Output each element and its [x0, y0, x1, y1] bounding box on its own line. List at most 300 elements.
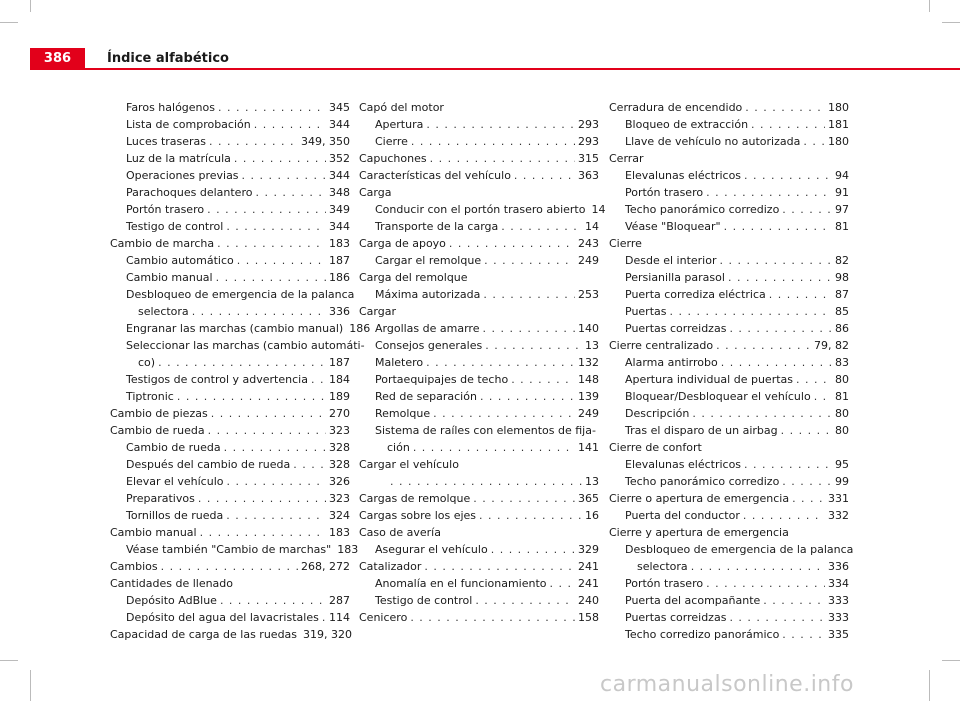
index-entry: [609, 490, 849, 507]
index-entry: [110, 269, 350, 286]
index-entry: [359, 286, 599, 303]
entry-term: Remolque: [375, 407, 431, 420]
index-entry: [609, 354, 849, 371]
leader-dots: [782, 626, 825, 643]
index-entry: [110, 609, 350, 626]
leader-dots: [207, 201, 326, 218]
leader-dots: [485, 337, 582, 354]
entry-term: Máxima autorizada: [375, 288, 481, 301]
index-entry: [110, 490, 350, 507]
index-entry: [359, 167, 599, 184]
entry-term: Cierre: [375, 135, 408, 148]
index-entry: [609, 337, 849, 354]
crop-mark: [929, 670, 930, 701]
index-entry: [609, 473, 849, 490]
leader-dots: [234, 150, 326, 167]
entry-term: Carga: [359, 186, 392, 199]
entry-page-ref: 80: [835, 424, 849, 437]
index-entry: [359, 558, 599, 575]
leader-dots: [413, 439, 575, 456]
entry-term: Seleccionar las marchas (cambio automáti-: [126, 339, 365, 352]
entry-page-ref: 79, 82: [814, 339, 849, 352]
entry-page-ref: 329: [578, 543, 599, 556]
entry-page-ref: 99: [835, 475, 849, 488]
entry-term: Maletero: [375, 356, 424, 369]
entry-term: Tiptronic: [126, 390, 174, 403]
entry-page-ref: 249: [578, 407, 599, 420]
entry-term: selectora: [637, 560, 688, 573]
leader-dots: [550, 575, 575, 592]
index-entry: [359, 184, 599, 201]
index-entry: [110, 405, 350, 422]
entry-term: Elevalunas eléctricos: [625, 169, 742, 182]
index-entry: [609, 303, 849, 320]
index-entry: [359, 303, 599, 320]
entry-page-ref: 183: [337, 543, 359, 556]
entry-page-ref: 333: [828, 594, 849, 607]
index-entry: [110, 558, 350, 575]
entry-page-ref: 180: [828, 135, 849, 148]
entry-page-ref: 293: [578, 118, 599, 131]
entry-term: Carga del remolque: [359, 271, 468, 284]
leader-dots: [161, 558, 298, 575]
leader-dots: [224, 439, 326, 456]
index-entry: [609, 388, 849, 405]
leader-dots: [763, 592, 825, 609]
leader-dots: [716, 337, 811, 354]
entry-term: Puerta del acompañante: [625, 594, 761, 607]
entry-term: Cambio de rueda: [126, 441, 221, 454]
index-entry: [110, 388, 350, 405]
entry-term: Cierre o apertura de emergencia: [609, 492, 790, 505]
entry-term: Cerrar: [609, 152, 644, 165]
header-rule: [85, 68, 960, 70]
leader-dots: [158, 354, 326, 371]
entry-page-ref: 332: [828, 509, 849, 522]
leader-dots: [226, 507, 326, 524]
entry-page-ref: 331: [828, 492, 849, 505]
index-entry: [110, 541, 359, 558]
entry-page-ref: 183: [329, 526, 350, 539]
index-entry: [359, 337, 599, 354]
index-entry: [609, 507, 849, 524]
leader-dots: [218, 99, 326, 116]
index-entry: [609, 524, 849, 541]
leader-dots: [255, 184, 326, 201]
leader-dots: [311, 371, 326, 388]
entry-term: Puertas correidzas: [625, 611, 727, 624]
index-entry: [359, 405, 599, 422]
entry-term: Cierre: [609, 237, 642, 250]
leader-dots: [220, 592, 326, 609]
leader-dots: [491, 541, 575, 558]
entry-term: Cierre centralizado: [609, 339, 714, 352]
entry-term: Persianilla parasol: [625, 271, 725, 284]
index-column-3: [609, 99, 854, 643]
leader-dots: [449, 235, 575, 252]
entry-term: Después del cambio de rueda: [126, 458, 291, 471]
crop-mark: [0, 660, 18, 661]
page-number: 386: [30, 48, 85, 70]
index-entry: [110, 99, 350, 116]
entry-page-ref: 315: [578, 152, 599, 165]
entry-page-ref: 336: [828, 560, 849, 573]
index-entry: [110, 422, 350, 439]
leader-dots: [719, 252, 832, 269]
leader-dots: [237, 252, 326, 269]
index-entry: [110, 575, 350, 592]
index-entry: [359, 371, 599, 388]
entry-term: Lista de comprobación: [126, 118, 251, 131]
index-entry: [609, 575, 849, 592]
entry-page-ref: 80: [835, 373, 849, 386]
entry-term: Véase "Bloquear": [625, 220, 721, 233]
entry-term: Descripción: [625, 407, 690, 420]
index-entry: [609, 371, 849, 388]
entry-term: Techo panorámico corredizo: [625, 475, 780, 488]
entry-term: Capuchones: [359, 152, 427, 165]
entry-term: Argollas de amarre: [375, 322, 480, 335]
entry-term: Cambio manual: [110, 526, 197, 539]
entry-term: Cierre y apertura de emergencia: [609, 526, 789, 539]
entry-page-ref: 334: [828, 577, 849, 590]
entry-term: Cargar el vehículo: [359, 458, 459, 471]
leader-dots: [226, 473, 326, 490]
entry-term: Cambio de piezas: [110, 407, 208, 420]
entry-term: selectora: [138, 305, 189, 318]
index-entry: [359, 99, 599, 116]
entry-term: Desde el interior: [625, 254, 717, 267]
entry-term: Puertas: [625, 305, 667, 318]
leader-dots: [751, 116, 825, 133]
leader-dots: [410, 609, 575, 626]
index-entry: [110, 184, 350, 201]
entry-term: Capacidad de carga de las ruedas: [110, 628, 298, 641]
entry-page-ref: 16: [585, 509, 599, 522]
index-entry: [110, 167, 350, 184]
index-entry: [110, 456, 350, 473]
entry-term: Anomalía en el funcionamiento: [375, 577, 547, 590]
entry-page-ref: 270: [329, 407, 350, 420]
entry-term: Cambio manual: [126, 271, 213, 284]
entry-term: Techo panorámico corredizo: [625, 203, 780, 216]
entry-term: Cierre de confort: [609, 441, 702, 454]
crop-mark: [942, 22, 960, 23]
index-entry: [110, 116, 350, 133]
entry-term: Desbloqueo de emergencia de la palanca: [625, 543, 854, 556]
entry-page-ref: 158: [578, 611, 599, 624]
index-entry: [359, 439, 599, 456]
entry-page-ref: 132: [578, 356, 599, 369]
index-entry: [609, 626, 849, 643]
index-entry: [609, 320, 849, 337]
index-entry: [359, 235, 599, 252]
index-entry: [609, 150, 849, 167]
entry-term: co): [138, 356, 156, 369]
index-entry: [110, 218, 350, 235]
entry-page-ref: 183: [329, 237, 350, 250]
entry-page-ref: 98: [835, 271, 849, 284]
index-entry: [110, 133, 350, 150]
leader-dots: [242, 167, 326, 184]
index-entry: [609, 201, 849, 218]
entry-page-ref: 186: [349, 322, 371, 335]
leader-dots: [484, 252, 575, 269]
entry-page-ref: 14: [591, 203, 606, 216]
index-entry: [110, 524, 350, 541]
leader-dots: [745, 99, 825, 116]
leader-dots: [430, 150, 575, 167]
entry-term: Bloquear/Desbloquear el vehículo: [625, 390, 811, 403]
crop-mark: [30, 670, 31, 701]
index-entry: [609, 116, 849, 133]
entry-page-ref: 323: [329, 492, 350, 505]
entry-page-ref: 287: [329, 594, 350, 607]
leader-dots: [782, 473, 832, 490]
leader-dots: [192, 303, 326, 320]
index-entry: [609, 456, 849, 473]
leader-dots: [293, 456, 326, 473]
crop-mark: [0, 22, 18, 23]
entry-term: Cantidades de llenado: [110, 577, 234, 590]
index-entry: [609, 99, 849, 116]
leader-dots: [216, 269, 326, 286]
entry-page-ref: 241: [578, 560, 599, 573]
entry-page-ref: 336: [329, 305, 350, 318]
entry-page-ref: 184: [329, 373, 350, 386]
leader-dots: [480, 388, 575, 405]
leader-dots: [792, 490, 825, 507]
entry-page-ref: 344: [329, 169, 350, 182]
index-entry: [609, 218, 849, 235]
index-entry: [359, 456, 599, 473]
index-entry: [359, 592, 599, 609]
leader-dots: [177, 388, 326, 405]
index-entry: [359, 116, 599, 133]
leader-dots: [744, 167, 832, 184]
entry-page-ref: 344: [329, 220, 350, 233]
entry-page-ref: 82: [835, 254, 849, 267]
entry-term: Portón trasero: [625, 186, 704, 199]
entry-page-ref: 328: [329, 458, 350, 471]
entry-term: Elevar el vehículo: [126, 475, 224, 488]
entry-page-ref: 85: [835, 305, 849, 318]
index-entry: [110, 286, 355, 303]
entry-term: Depósito del agua del lavacristales: [126, 611, 319, 624]
page-title: Índice alfabético: [107, 51, 229, 66]
entry-page-ref: 186: [329, 271, 350, 284]
entry-page-ref: 349, 350: [301, 135, 350, 148]
entry-term: Puerta corrediza eléctrica: [625, 288, 766, 301]
leader-dots: [814, 388, 832, 405]
index-column-2: [359, 99, 606, 626]
index-column-1: [110, 99, 371, 643]
entry-page-ref: 14: [585, 220, 599, 233]
entry-page-ref: 13: [585, 475, 599, 488]
entry-page-ref: 81: [835, 220, 849, 233]
index-entry: [359, 252, 599, 269]
entry-page-ref: 97: [835, 203, 849, 216]
leader-dots: [424, 558, 575, 575]
entry-term: Testigos de control y advertencia: [126, 373, 308, 386]
leader-dots: [226, 218, 326, 235]
leader-dots: [254, 116, 326, 133]
index-entry: [110, 337, 365, 354]
entry-page-ref: 365: [578, 492, 599, 505]
leader-dots: [209, 133, 298, 150]
entry-term: Transporte de la carga: [375, 220, 499, 233]
index-entry: [359, 422, 599, 439]
entry-term: Cambio de marcha: [110, 237, 215, 250]
entry-term: Engranar las marchas (cambio manual): [126, 322, 344, 335]
entry-term: Operaciones previas: [126, 169, 239, 182]
entry-page-ref: 323: [329, 424, 350, 437]
entry-term: Asegurar el vehículo: [375, 543, 488, 556]
index-entry: [609, 269, 849, 286]
entry-term: Parachoques delantero: [126, 186, 253, 199]
index-entry: [609, 609, 849, 626]
entry-term: Techo corredizo panorámico: [625, 628, 780, 641]
entry-term: Faros halógenos: [126, 101, 215, 114]
leader-dots: [729, 609, 825, 626]
entry-page-ref: 91: [835, 186, 849, 199]
entry-page-ref: 268, 272: [301, 560, 350, 573]
entry-page-ref: 187: [329, 254, 350, 267]
entry-term: Luces traseras: [126, 135, 207, 148]
leader-dots: [217, 235, 326, 252]
index-entry: [110, 150, 350, 167]
entry-page-ref: 114: [329, 611, 350, 624]
crop-mark: [942, 660, 960, 661]
entry-page-ref: 352: [329, 152, 350, 165]
entry-page-ref: 335: [828, 628, 849, 641]
entry-term: Caso de avería: [359, 526, 441, 539]
leader-dots: [198, 490, 326, 507]
leader-dots: [728, 269, 832, 286]
entry-page-ref: 345: [329, 101, 350, 114]
index-entry: [359, 201, 606, 218]
entry-page-ref: 348: [329, 186, 350, 199]
crop-mark: [929, 0, 930, 12]
entry-page-ref: 86: [835, 322, 849, 335]
entry-term: Luz de la matrícula: [126, 152, 231, 165]
leader-dots: [803, 133, 825, 150]
index-entry: [609, 439, 849, 456]
index-entry: [110, 371, 350, 388]
entry-term: Llave de vehículo no autorizada: [625, 135, 801, 148]
entry-term: Portón trasero: [625, 577, 704, 590]
entry-page-ref: 349: [329, 203, 350, 216]
entry-page-ref: 328: [329, 441, 350, 454]
leader-dots: [691, 558, 825, 575]
entry-term: ción: [387, 441, 410, 454]
index-entry: [110, 201, 350, 218]
entry-page-ref: 181: [828, 118, 849, 131]
entry-term: Cerradura de encendido: [609, 101, 743, 114]
entry-term: Apertura: [375, 118, 424, 131]
leader-dots: [743, 507, 825, 524]
index-entry: [110, 439, 350, 456]
leader-dots: [208, 422, 326, 439]
index-entry: [110, 303, 350, 320]
leader-dots: [796, 371, 832, 388]
entry-term: Cargas sobre los ejes: [359, 509, 477, 522]
index-entry: [609, 252, 849, 269]
index-entry: [609, 422, 849, 439]
leader-dots: [769, 286, 832, 303]
leader-dots: [479, 507, 582, 524]
entry-page-ref: 344: [329, 118, 350, 131]
index-entry: [359, 473, 599, 490]
index-entry: [110, 252, 350, 269]
entry-term: Cambio de rueda: [110, 424, 205, 437]
entry-term: Desbloqueo de emergencia de la palanca: [126, 288, 355, 301]
index-entry: [609, 235, 849, 252]
entry-page-ref: 187: [329, 356, 350, 369]
leader-dots: [744, 456, 832, 473]
entry-page-ref: 243: [578, 237, 599, 250]
entry-page-ref: 319, 320: [303, 628, 353, 641]
index-entry: [359, 609, 599, 626]
index-entry: [359, 354, 599, 371]
entry-term: Red de separación: [375, 390, 477, 403]
entry-page-ref: 324: [329, 509, 350, 522]
entry-term: Testigo de control: [375, 594, 473, 607]
index-entry: [609, 133, 849, 150]
entry-page-ref: 363: [578, 169, 599, 182]
index-entry: [110, 592, 350, 609]
entry-term: Puertas correidzas: [625, 322, 727, 335]
entry-page-ref: 293: [578, 135, 599, 148]
entry-term: Preparativos: [126, 492, 195, 505]
leader-dots: [426, 354, 575, 371]
leader-dots: [473, 490, 575, 507]
index-entry: [609, 184, 849, 201]
entry-term: Características del vehículo: [359, 169, 511, 182]
entry-term: Portaequipajes de techo: [375, 373, 509, 386]
entry-term: Cargar: [359, 305, 396, 318]
index-entry: [609, 405, 849, 422]
index-entry: [359, 218, 599, 235]
entry-page-ref: 141: [578, 441, 599, 454]
entry-term: Tornillos de rueda: [126, 509, 224, 522]
leader-dots: [501, 218, 582, 235]
entry-term: Capó del motor: [359, 101, 444, 114]
entry-page-ref: 241: [578, 577, 599, 590]
index-entry: [359, 150, 599, 167]
entry-term: Apertura individual de puertas: [625, 373, 793, 386]
leader-dots: [514, 167, 575, 184]
entry-page-ref: 148: [578, 373, 599, 386]
entry-page-ref: 81: [835, 390, 849, 403]
entry-page-ref: 94: [835, 169, 849, 182]
entry-page-ref: 189: [329, 390, 350, 403]
index-entry: [359, 524, 599, 541]
entry-term: Sistema de raíles con elementos de fija-: [375, 424, 596, 437]
entry-term: Consejos generales: [375, 339, 483, 352]
index-entry: [110, 626, 353, 643]
index-entry: [609, 167, 849, 184]
leader-dots: [390, 473, 582, 490]
entry-term: Carga de apoyo: [359, 237, 446, 250]
index-entry: [359, 490, 599, 507]
entry-page-ref: 95: [835, 458, 849, 471]
leader-dots: [511, 371, 575, 388]
leader-dots: [483, 286, 575, 303]
leader-dots: [706, 575, 825, 592]
index-entry: [359, 269, 599, 286]
leader-dots: [475, 592, 575, 609]
